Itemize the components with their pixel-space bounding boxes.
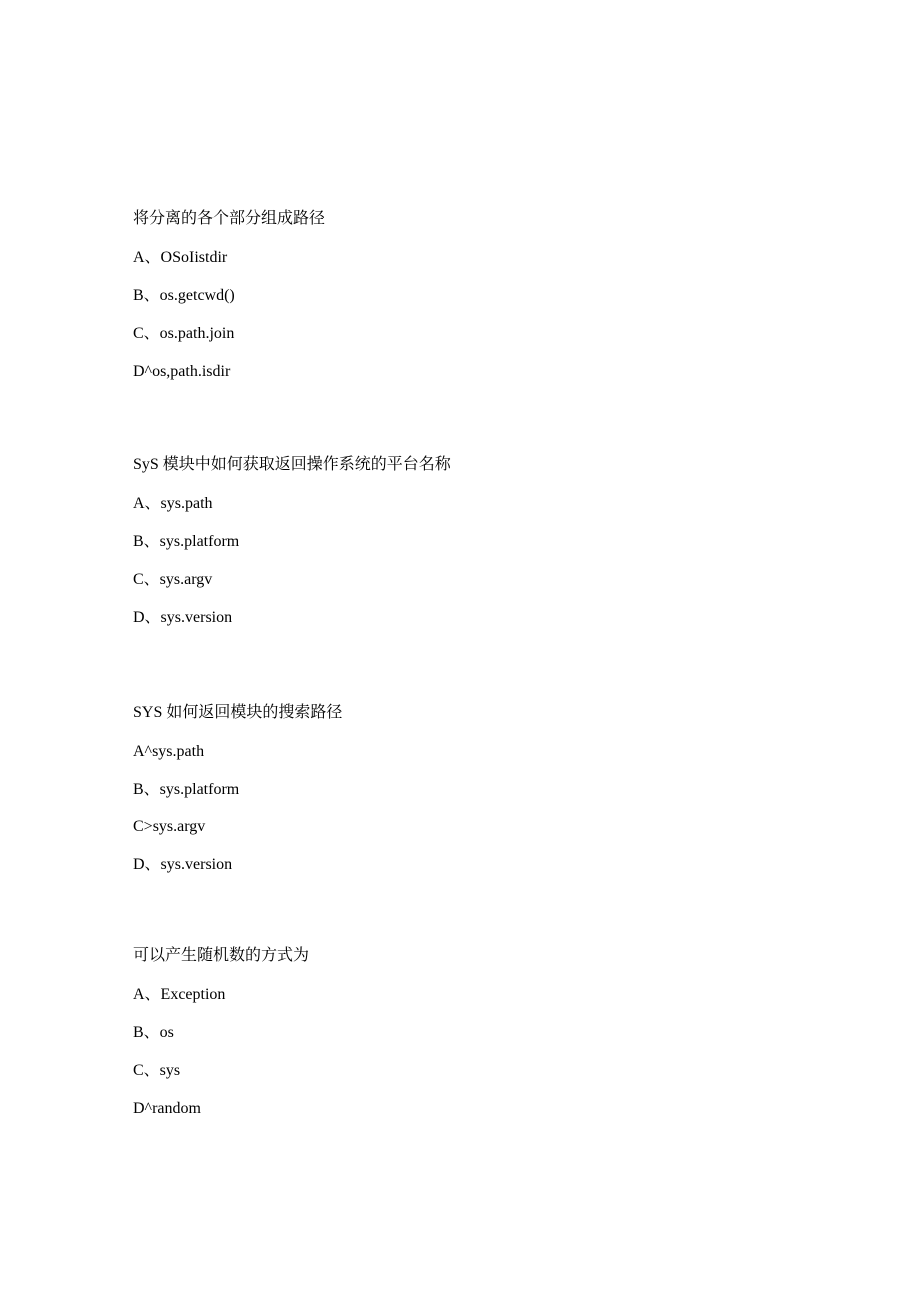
- option-d: D^random: [133, 1100, 201, 1117]
- option-a: A、OSoIistdir: [133, 249, 228, 266]
- option-a: A、sys.path: [133, 495, 213, 512]
- question-stem: 可以产生随机数的方式为: [133, 947, 310, 964]
- option-c: C、sys.argv: [133, 571, 213, 588]
- option-a: A^sys.path: [133, 743, 205, 760]
- option-c: C>sys.argv: [133, 818, 206, 835]
- question-4: [133, 944, 833, 1135]
- question-stem: SyS 模块中如何获取返回操作系统的平台名称: [133, 456, 451, 473]
- question-stem: SYS 如何返回模块的搜索路径: [133, 704, 343, 721]
- option-b: B、os: [133, 1024, 174, 1041]
- question-1: [133, 207, 833, 398]
- option-b: B、os.getcwd(): [133, 287, 235, 304]
- option-b: B、sys.platform: [133, 533, 240, 550]
- option-d: D、sys.version: [133, 855, 233, 873]
- option-a: A、Exception: [133, 986, 226, 1003]
- option-d: D^os,path.isdir: [133, 363, 231, 380]
- option-d: D、sys.version: [133, 609, 233, 626]
- option-c: C、os.path.join: [133, 325, 235, 342]
- question-stem: 将分离的各个部分组成路径: [133, 210, 326, 227]
- question-2: [133, 453, 833, 644]
- question-3: [133, 701, 833, 890]
- option-c: C、sys: [133, 1062, 181, 1079]
- option-b: B、sys.platform: [133, 780, 240, 798]
